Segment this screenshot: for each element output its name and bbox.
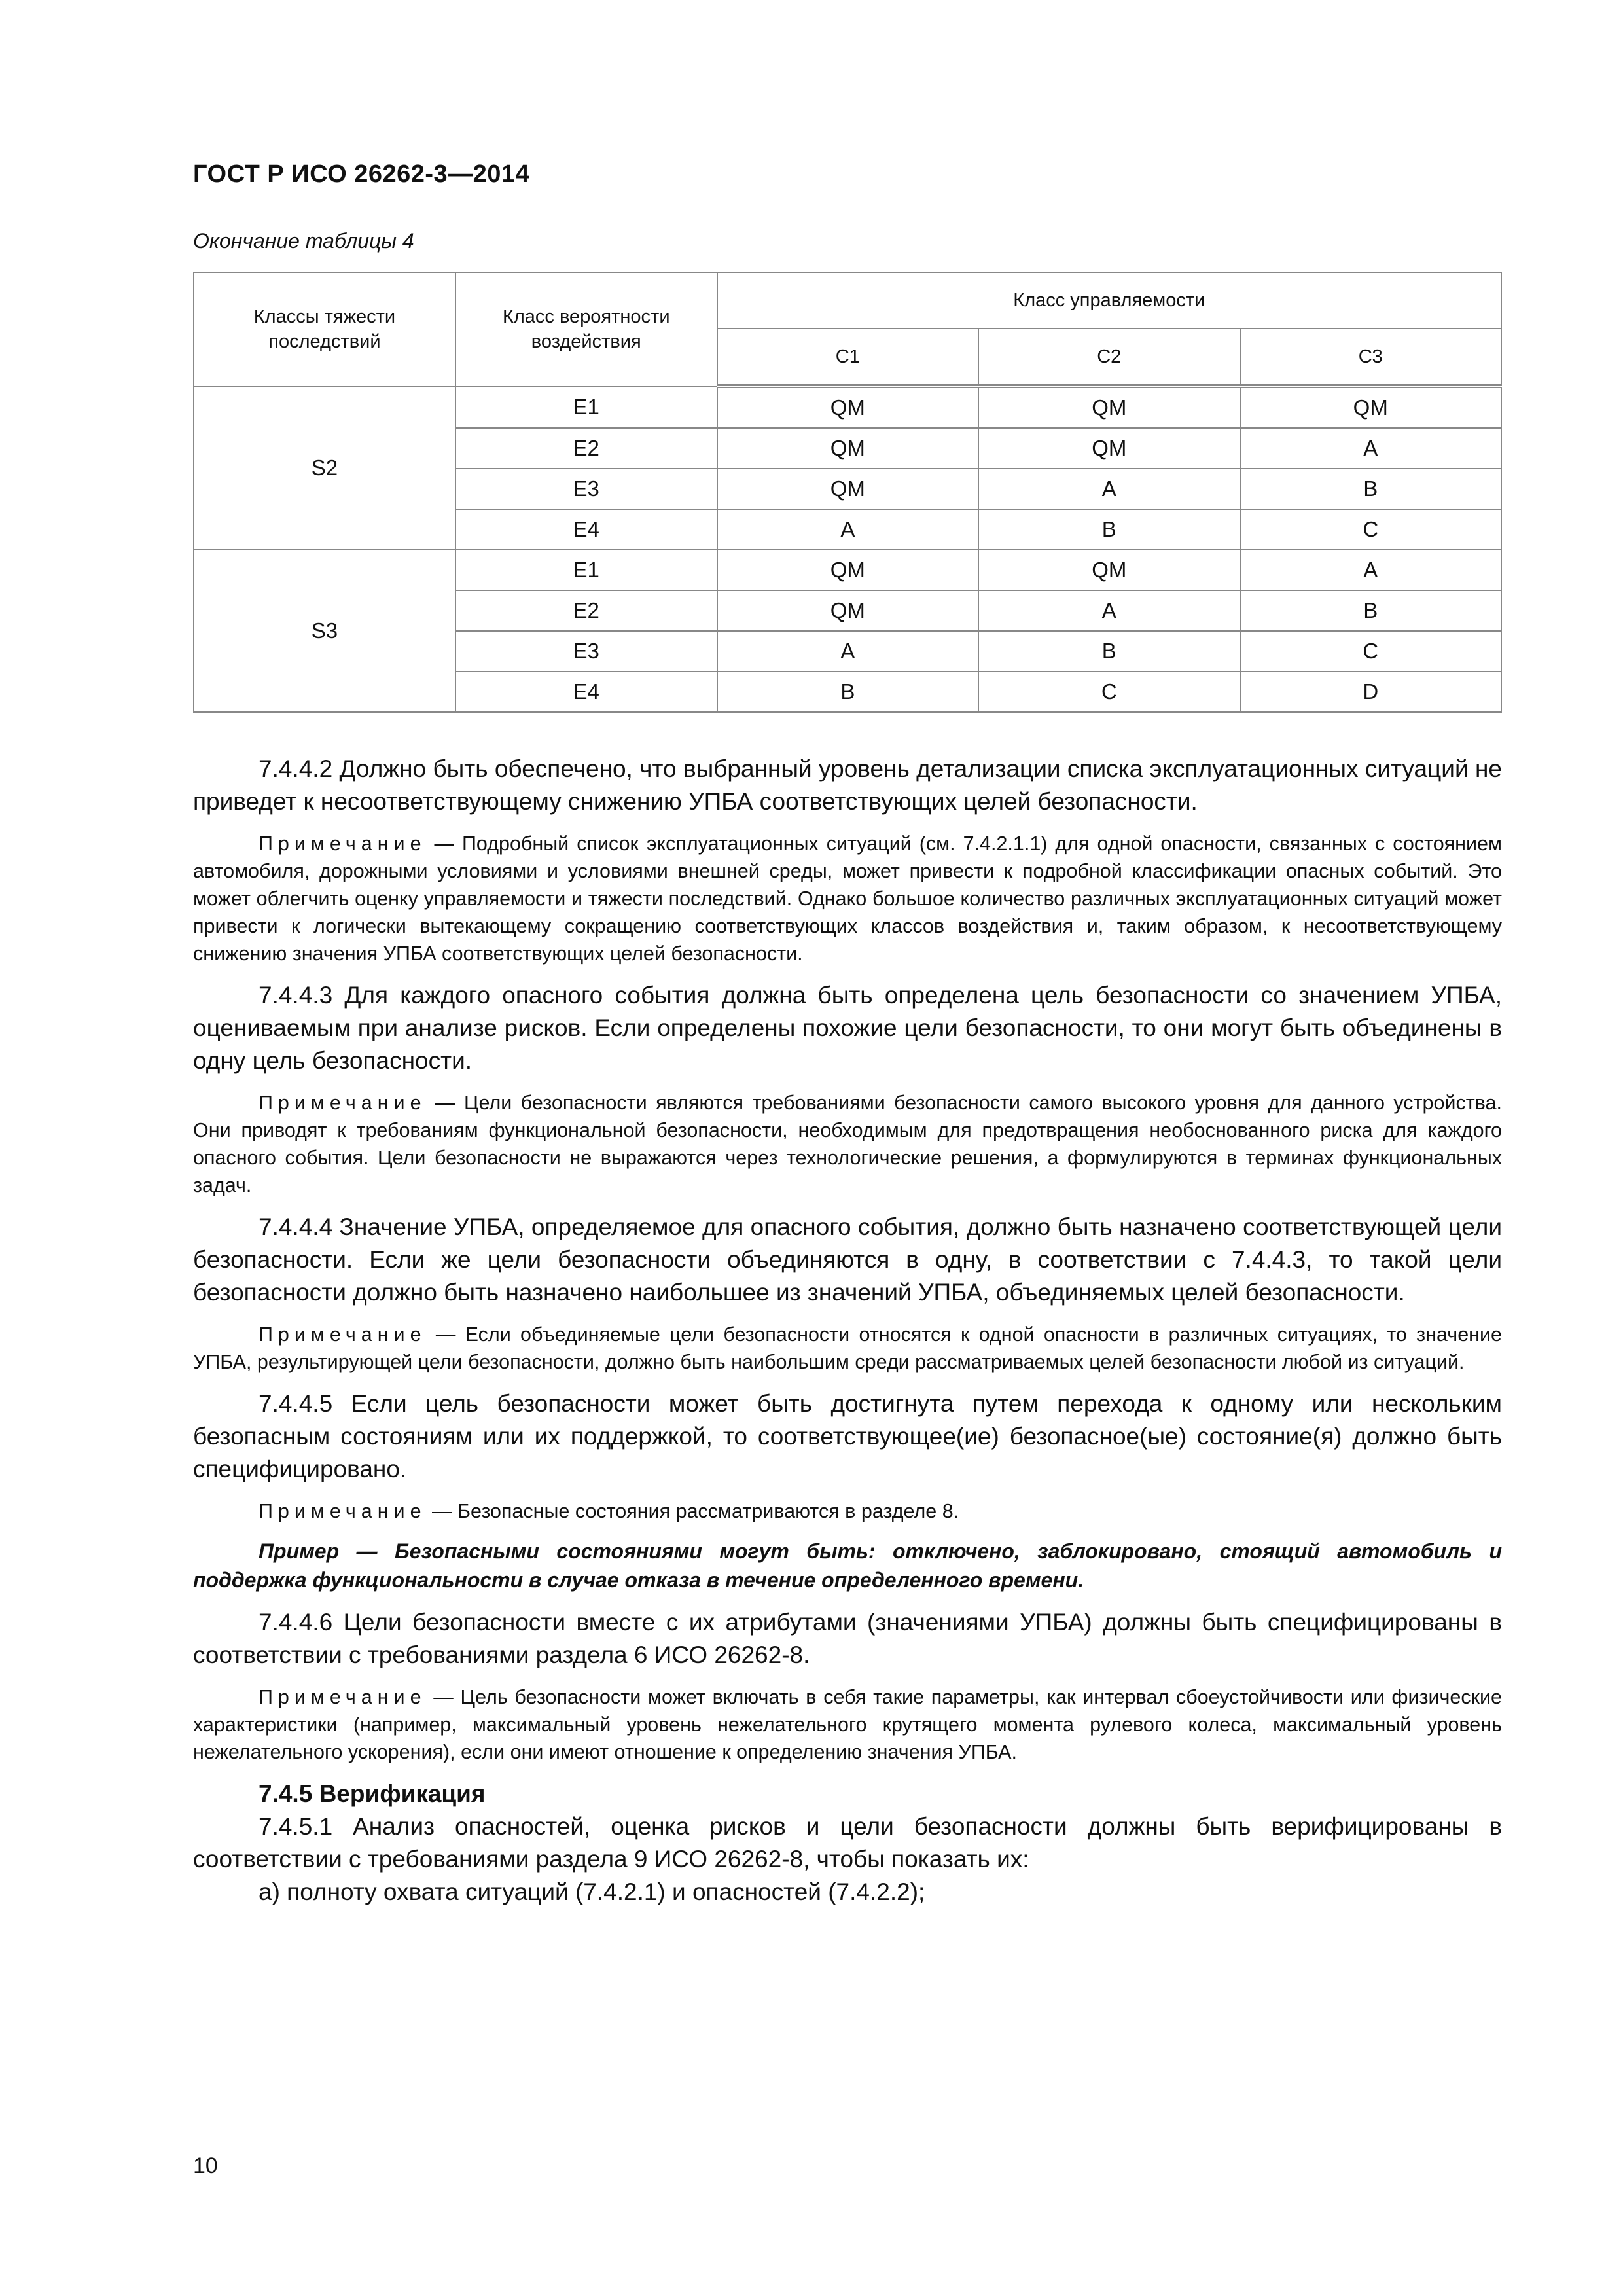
table-cell: QM <box>978 386 1240 428</box>
note-7-4-4-2 <box>193 830 1502 967</box>
document-body <box>193 753 1502 1909</box>
table-cell: QM <box>978 550 1240 590</box>
header-severity: Классы тяжести последствий <box>194 272 455 386</box>
table-cell: B <box>717 672 978 712</box>
table-cell: E4 <box>455 672 717 712</box>
note-label: Примечание <box>259 1092 427 1114</box>
table-cell: E4 <box>455 509 717 550</box>
table-cell: E2 <box>455 428 717 469</box>
note-label: Примечание <box>259 1500 427 1522</box>
note-7-4-4-4 <box>193 1321 1502 1376</box>
paragraph-7-4-4-6: 7.4.4.6 Цели безопасности вместе с их атрибутами (значениями УПБА) должны быть специфицированы в соответствии с требованиями раздела 6 ИСО 26262-8. <box>193 1609 1502 1668</box>
table-cell: B <box>978 631 1240 672</box>
table-row <box>194 386 1501 428</box>
table-cell: C <box>1240 509 1502 550</box>
note-text: — Цель безопасности может включать в себя такие параметры, как интервал сбоеустойчивости или физические характеристики (например, максимальный уровень нежелательного крутящего момента рулевого колеса, максимальный уровень нежелательного ускорения), если они имеют отношение к определению значения УПБА. <box>193 1686 1502 1763</box>
table-cell: A <box>717 509 978 550</box>
note-text: — Безопасные состояния рассматриваются в разделе 8. <box>432 1500 959 1522</box>
note-text: — Подробный список эксплуатационных ситуаций (см. 7.4.2.1.1) для одной опасности, связанных с состоянием автомобиля, дорожными условиями и условиями внешней среды, может привести к подробной классификации опасных событий. Это может облегчить оценку управляемости и тяжести последствий. Однако большое количество различных эксплуатационных ситуаций может привести к логически вытекающему сокращению соответствующих классов воздействия и, таким образом, к несоответствующему снижению значения УПБА соответствующих целей безопасности. <box>193 833 1502 965</box>
table-cell: A <box>717 631 978 672</box>
table-cell: E1 <box>455 550 717 590</box>
note-7-4-4-6 <box>193 1683 1502 1766</box>
table-cell: E3 <box>455 469 717 509</box>
table-cell: E2 <box>455 590 717 631</box>
table-cell: B <box>1240 590 1502 631</box>
table-cell: B <box>1240 469 1502 509</box>
paragraph-7-4-4-3: 7.4.4.3 Для каждого опасного события должна быть определена цель безопасности со значением УПБА, оцениваемым при анализе рисков. Если определены похожие цели безопасности, то они могут быть объединены в одну цель безопасности. <box>193 982 1502 1074</box>
table-cell: QM <box>717 590 978 631</box>
note-7-4-4-3 <box>193 1089 1502 1199</box>
paragraph-7-4-4-4: 7.4.4.4 Значение УПБА, определяемое для опасного события, должно быть назначено соответствующей цели безопасности. Если же цели безопасности объединяются в одну, в соответствии с 7.4.4.3, то такой цели безопасности должно быть назначено наибольшее из значений УПБА, объединяемых целей безопасности. <box>193 1213 1502 1306</box>
header-c2: C2 <box>978 329 1240 386</box>
note-label: Примечание <box>259 833 427 855</box>
note-label: Примечание <box>259 1323 427 1346</box>
table-cell: QM <box>717 428 978 469</box>
table-cell: C <box>978 672 1240 712</box>
table-caption: Окончание таблицы 4 <box>193 229 414 253</box>
note-text: — Цели безопасности являются требованиями безопасности самого высокого уровня для данного устройства. Они приводят к требованиям функциональной безопасности, необходимым для предотвращения необоснованного риска для каждого опасного события. Цели безопасности не выражаются через технологические решения, а формулируются в терминах функциональных задач. <box>193 1092 1502 1196</box>
header-exposure: Класс вероятности воздействия <box>455 272 717 386</box>
note-text: — Если объединяемые цели безопасности относятся к одной опасности в различных ситуациях, то значение УПБА, результирующей цели безопасности, должно быть наибольшим среди рассматриваемых целей безопасности любой из ситуаций. <box>193 1323 1502 1373</box>
note-7-4-4-5 <box>193 1498 1502 1525</box>
severity-cell: S2 <box>194 386 455 550</box>
page-number: 10 <box>193 2153 218 2178</box>
table-cell: D <box>1240 672 1502 712</box>
header-c1: C1 <box>717 329 978 386</box>
note-label: Примечание <box>259 1686 427 1708</box>
table-cell: C <box>1240 631 1502 672</box>
table-cell: A <box>1240 428 1502 469</box>
table-cell: A <box>1240 550 1502 590</box>
table-cell: QM <box>978 428 1240 469</box>
document-header: ГОСТ Р ИСО 26262-3—2014 <box>193 160 530 188</box>
example-safe-states: Пример — Безопасными состояниями могут быть: отключено, заблокировано, стоящий автомобиль и поддержка функциональности в случае отказа в течение определенного времени. <box>193 1539 1502 1592</box>
table-cell: E1 <box>455 386 717 428</box>
paragraph-7-4-4-5: 7.4.4.5 Если цель безопасности может быть достигнута путем перехода к одному или нескольким безопасным состояниям или их поддержкой, то соответствующее(ие) безопасное(ые) состояние(я) должно быть специфицировано. <box>193 1390 1502 1482</box>
table-cell: QM <box>717 550 978 590</box>
paragraph-7-4-5-1: 7.4.5.1 Анализ опасностей, оценка рисков и цели безопасности должны быть верифицированы в соответствии с требованиями раздела 9 ИСО 26262-8, чтобы показать их: <box>193 1813 1502 1873</box>
table-cell: A <box>978 590 1240 631</box>
controllability-table <box>193 272 1502 713</box>
list-item-a: а) полноту охвата ситуаций (7.4.2.1) и опасностей (7.4.2.2); <box>259 1878 925 1905</box>
table-cell: B <box>978 509 1240 550</box>
table-cell: E3 <box>455 631 717 672</box>
header-c3: C3 <box>1240 329 1502 386</box>
table-cell: A <box>978 469 1240 509</box>
section-heading-7-4-5: 7.4.5 Верификация <box>259 1780 486 1807</box>
table-row <box>194 550 1501 590</box>
table-cell: QM <box>717 386 978 428</box>
table-cell: QM <box>717 469 978 509</box>
table-cell: QM <box>1240 386 1502 428</box>
severity-cell: S3 <box>194 550 455 712</box>
header-controllability: Класс управляемости <box>717 272 1501 329</box>
paragraph-7-4-4-2: 7.4.4.2 Должно быть обеспечено, что выбранный уровень детализации списка эксплуатационных ситуаций не приведет к несоответствующему снижению УПБА соответствующих целей безопасности. <box>193 755 1502 815</box>
